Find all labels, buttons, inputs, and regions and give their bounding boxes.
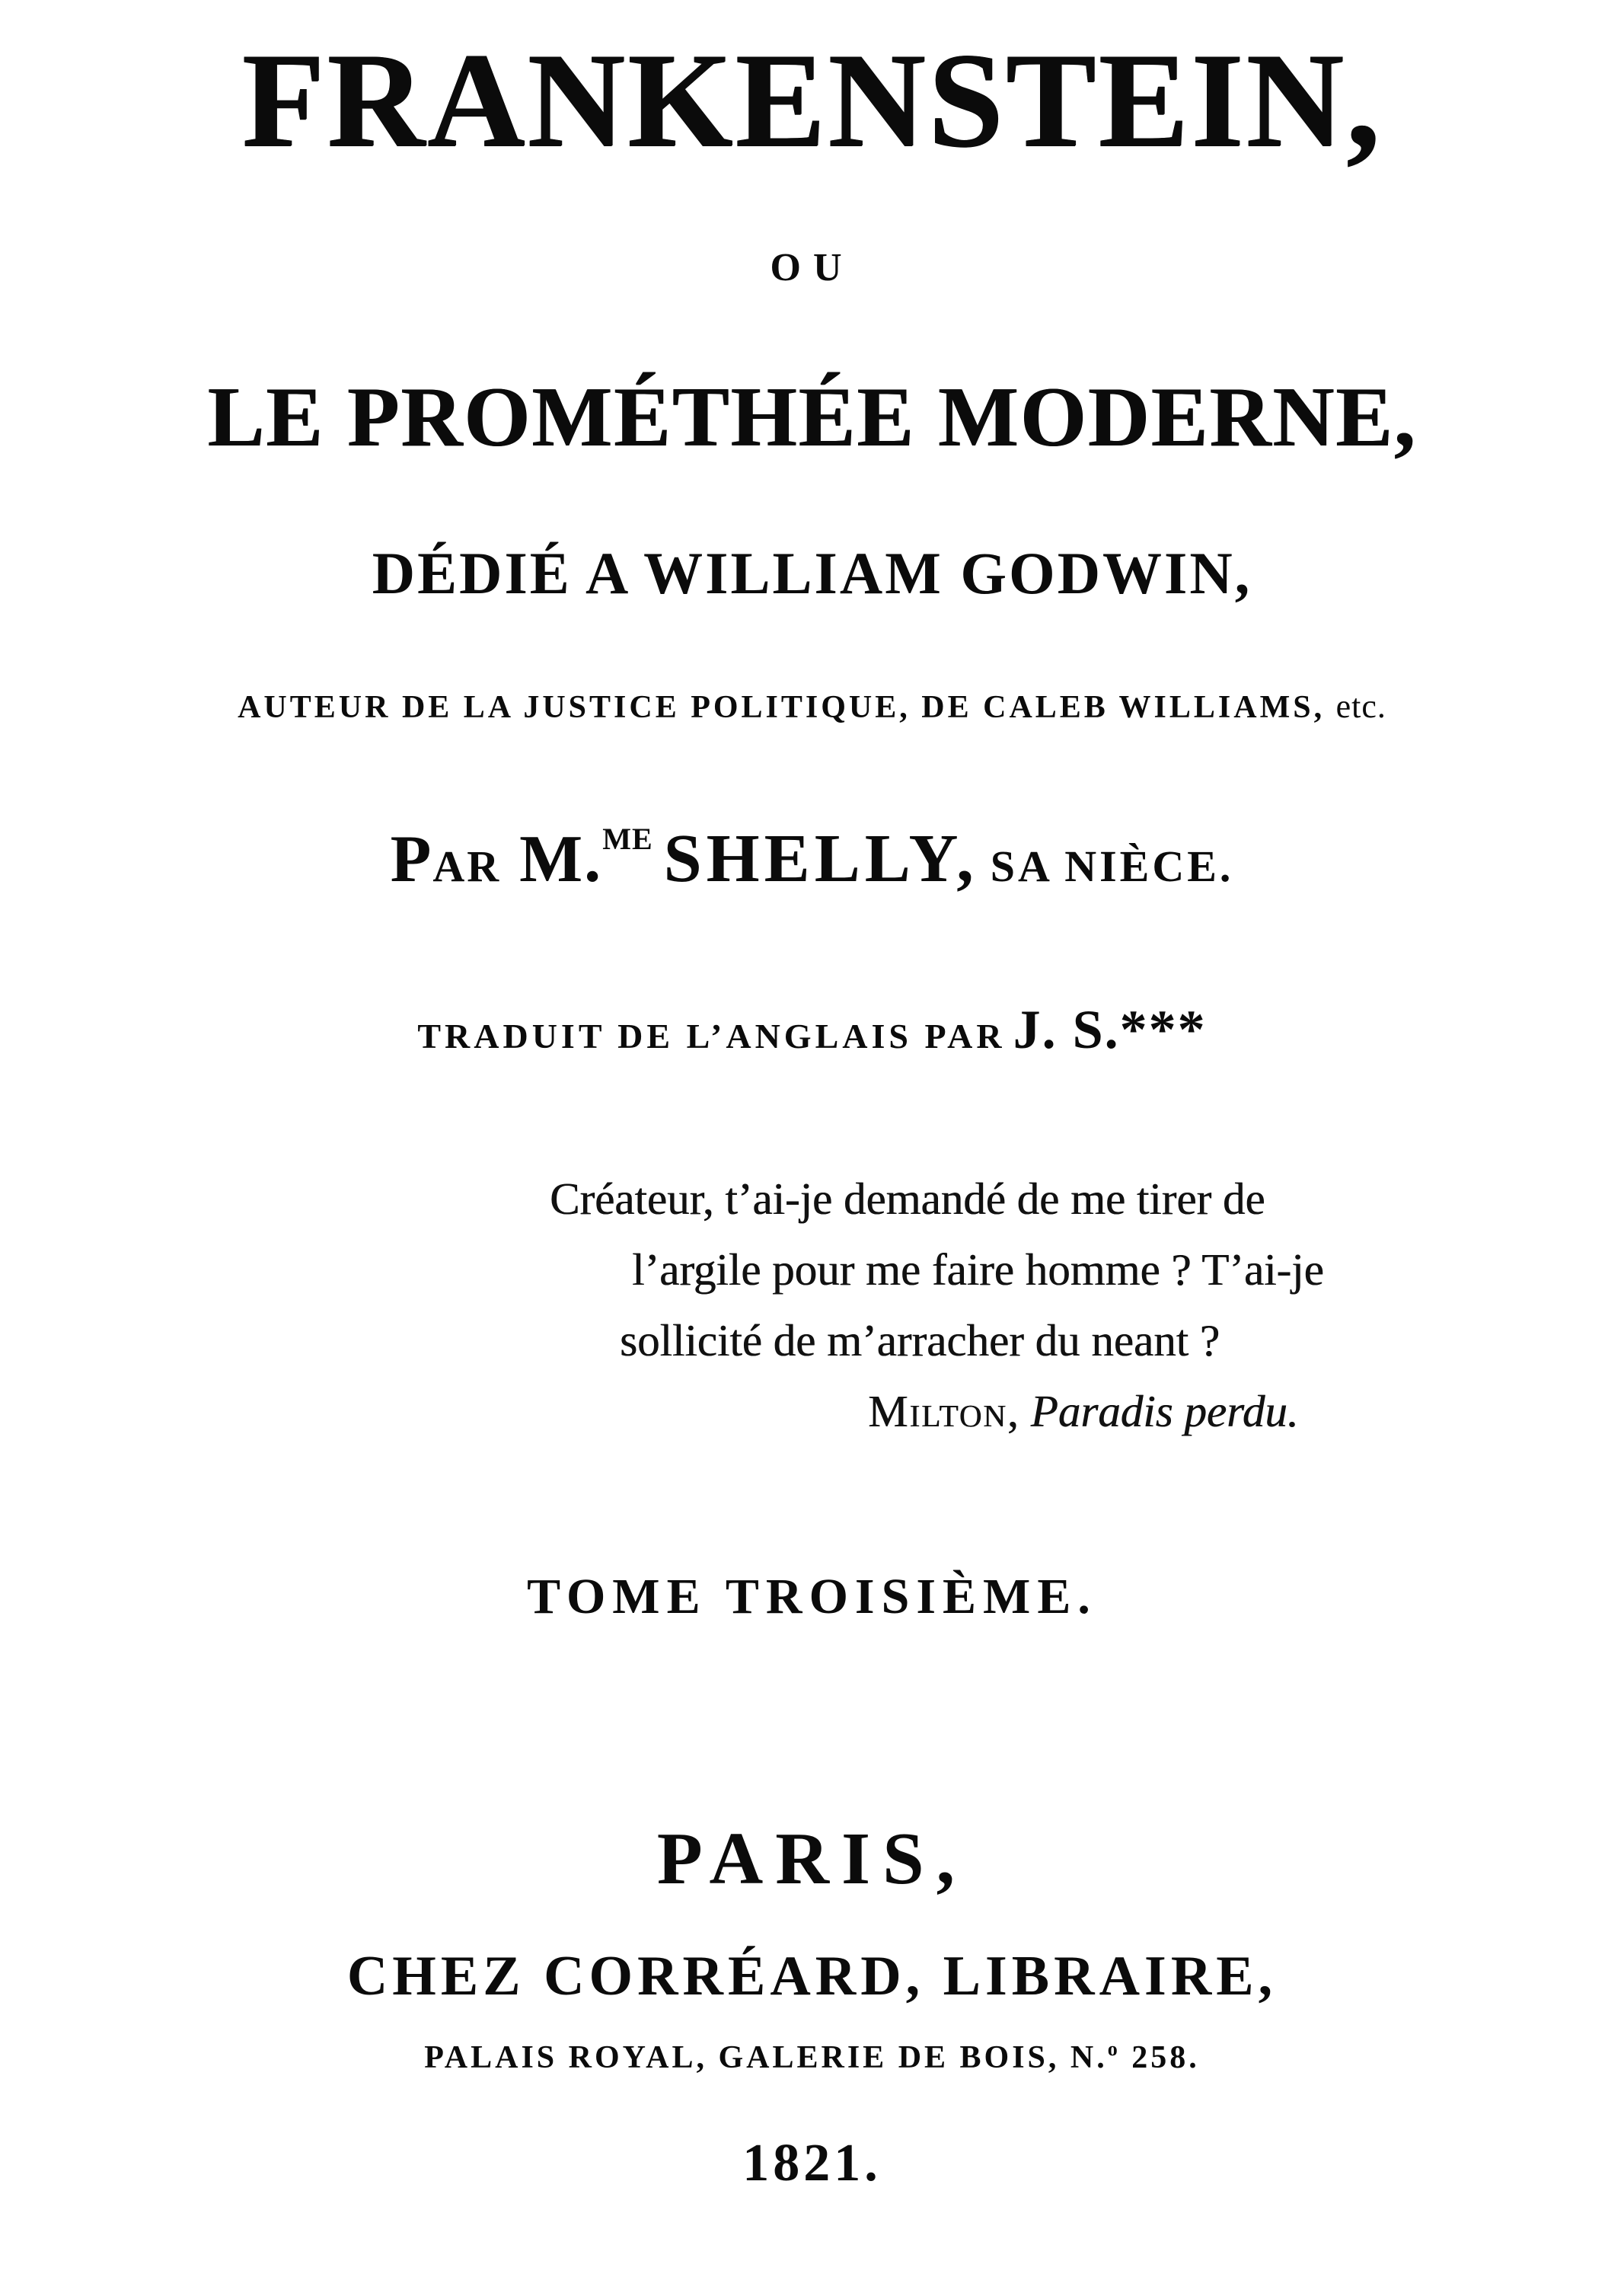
byline-par-rest: AR bbox=[432, 842, 502, 891]
epigraph-line: Créateur, t’ai-je demandé de me tirer de bbox=[550, 1174, 1265, 1224]
translator-line bbox=[0, 999, 1624, 1060]
byline-relation: SA NIÈCE. bbox=[990, 842, 1234, 891]
translator-label: TRADUIT DE L’ANGLAIS PAR bbox=[417, 1017, 1006, 1055]
byline-par-initial: P bbox=[390, 822, 433, 896]
imprint-address bbox=[0, 2039, 1624, 2074]
godwin-credit-line bbox=[0, 690, 1624, 723]
epigraph-attribution bbox=[868, 1376, 1494, 1447]
imprint-city: PARIS, bbox=[656, 1818, 968, 1900]
imprint-year: 1821. bbox=[742, 2134, 882, 2192]
imprint-address-number: 258. bbox=[1120, 2040, 1200, 2075]
imprint-publisher: CHEZ CORRÉARD, LIBRAIRE, bbox=[346, 1945, 1278, 2007]
imprint-address-superscript: o bbox=[1107, 2038, 1121, 2060]
godwin-credit-etc: etc. bbox=[1335, 688, 1386, 725]
epigraph bbox=[550, 1164, 1494, 1447]
byline-madame: M. bbox=[501, 822, 603, 896]
byline-author-name: SHELLY, bbox=[663, 821, 978, 896]
author-byline bbox=[0, 821, 1624, 896]
epigraph-attribution-work: Paradis perdu. bbox=[1030, 1386, 1299, 1436]
translator-initials: J. S.*** bbox=[1013, 999, 1207, 1060]
title-conjunction: OU bbox=[770, 246, 854, 289]
epigraph-line: sollicité de m’arracher du neant ? bbox=[620, 1315, 1220, 1365]
book-subtitle: LE PROMÉTHÉE MODERNE, bbox=[207, 370, 1417, 465]
epigraph-attribution-author: Milton, bbox=[868, 1386, 1020, 1436]
byline-madame-superscript: ME bbox=[602, 822, 653, 856]
imprint-address-pre: PALAIS ROYAL, GALERIE DE BOIS, N. bbox=[424, 2040, 1108, 2075]
epigraph-line: l’argile pour me faire homme ? T’ai-je bbox=[632, 1244, 1324, 1295]
godwin-credit-main: AUTEUR DE LA JUSTICE POLITIQUE, DE CALEB WILLIAMS, bbox=[238, 690, 1336, 725]
book-title: FRANKENSTEIN, bbox=[241, 24, 1383, 175]
volume-line: TOME TROISIÈME. bbox=[527, 1569, 1097, 1624]
dedication-line: DÉDIÉ A WILLIAM GODWIN, bbox=[372, 540, 1252, 606]
